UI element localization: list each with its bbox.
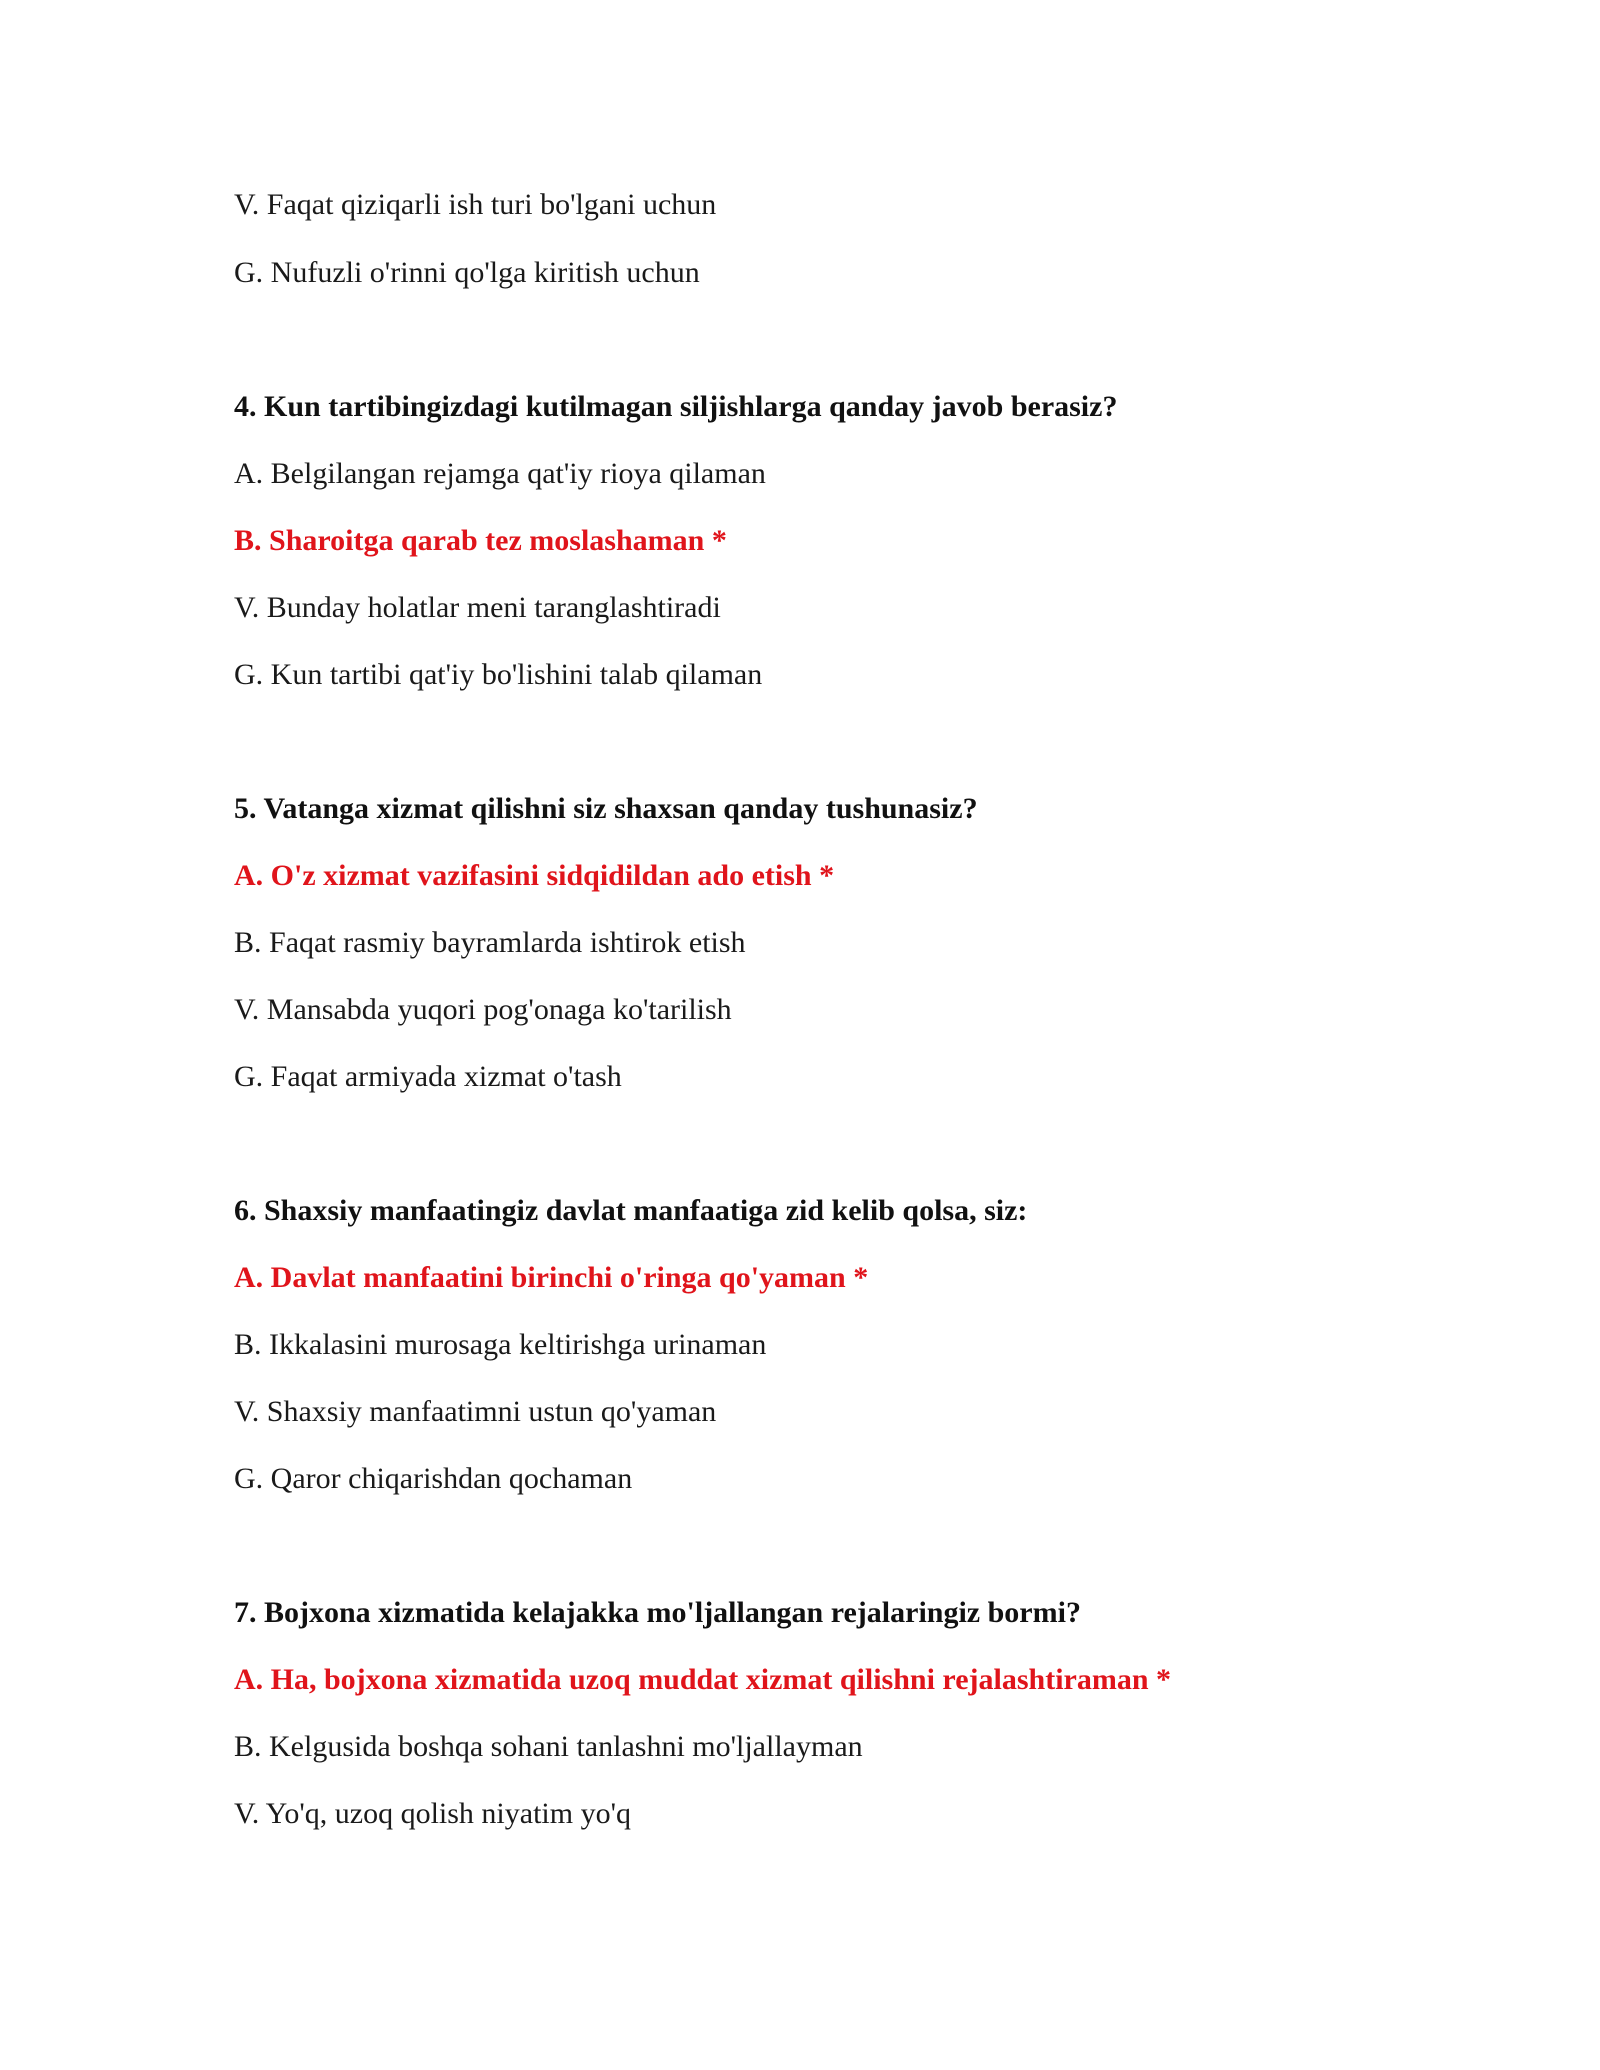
q6-option-a-correct: A. Davlat manfaatini birinchi o'ringa qo'yaman *: [234, 1261, 869, 1294]
option-v-prev: V. Faqat qiziqarli ish turi bo'lgani uchun: [234, 188, 717, 221]
q6-option-g: G. Qaror chiqarishdan qochaman: [234, 1462, 633, 1495]
q5-option-g: G. Faqat armiyada xizmat o'tash: [234, 1060, 622, 1093]
question-5: 5. Vatanga xizmat qilishni siz shaxsan qanday tushunasiz?: [234, 792, 978, 825]
q4-option-g: G. Kun tartibi qat'iy bo'lishini talab qilaman: [234, 658, 763, 691]
question-7: 7. Bojxona xizmatida kelajakka mo'ljallangan rejalaringiz bormi?: [234, 1596, 1081, 1629]
question-6: 6. Shaxsiy manfaatingiz davlat manfaatiga zid kelib qolsa, siz:: [234, 1194, 1028, 1227]
q5-option-a-correct: A. O'z xizmat vazifasini sidqidildan ado etish *: [234, 859, 835, 892]
q7-option-a-correct: A. Ha, bojxona xizmatida uzoq muddat xizmat qilishni rejalashtiraman *: [234, 1663, 1172, 1696]
q5-option-b: B. Faqat rasmiy bayramlarda ishtirok etish: [234, 926, 746, 959]
question-4: 4. Kun tartibingizdagi kutilmagan siljishlarga qanday javob berasiz?: [234, 390, 1118, 423]
q6-option-b: B. Ikkalasini murosaga keltirishga urinaman: [234, 1328, 767, 1361]
q4-option-b-correct: B. Sharoitga qarab tez moslashaman *: [234, 524, 727, 557]
q4-option-a: A. Belgilangan rejamga qat'iy rioya qilaman: [234, 457, 766, 490]
q5-option-v: V. Mansabda yuqori pog'onaga ko'tarilish: [234, 993, 732, 1026]
q7-option-v: V. Yo'q, uzoq qolish niyatim yo'q: [234, 1797, 631, 1830]
q7-option-b: B. Kelgusida boshqa sohani tanlashni mo'ljallayman: [234, 1730, 863, 1763]
q6-option-v: V. Shaxsiy manfaatimni ustun qo'yaman: [234, 1395, 717, 1428]
option-g-prev: G. Nufuzli o'rinni qo'lga kiritish uchun: [234, 256, 700, 289]
q4-option-v: V. Bunday holatlar meni taranglashtiradi: [234, 591, 721, 624]
